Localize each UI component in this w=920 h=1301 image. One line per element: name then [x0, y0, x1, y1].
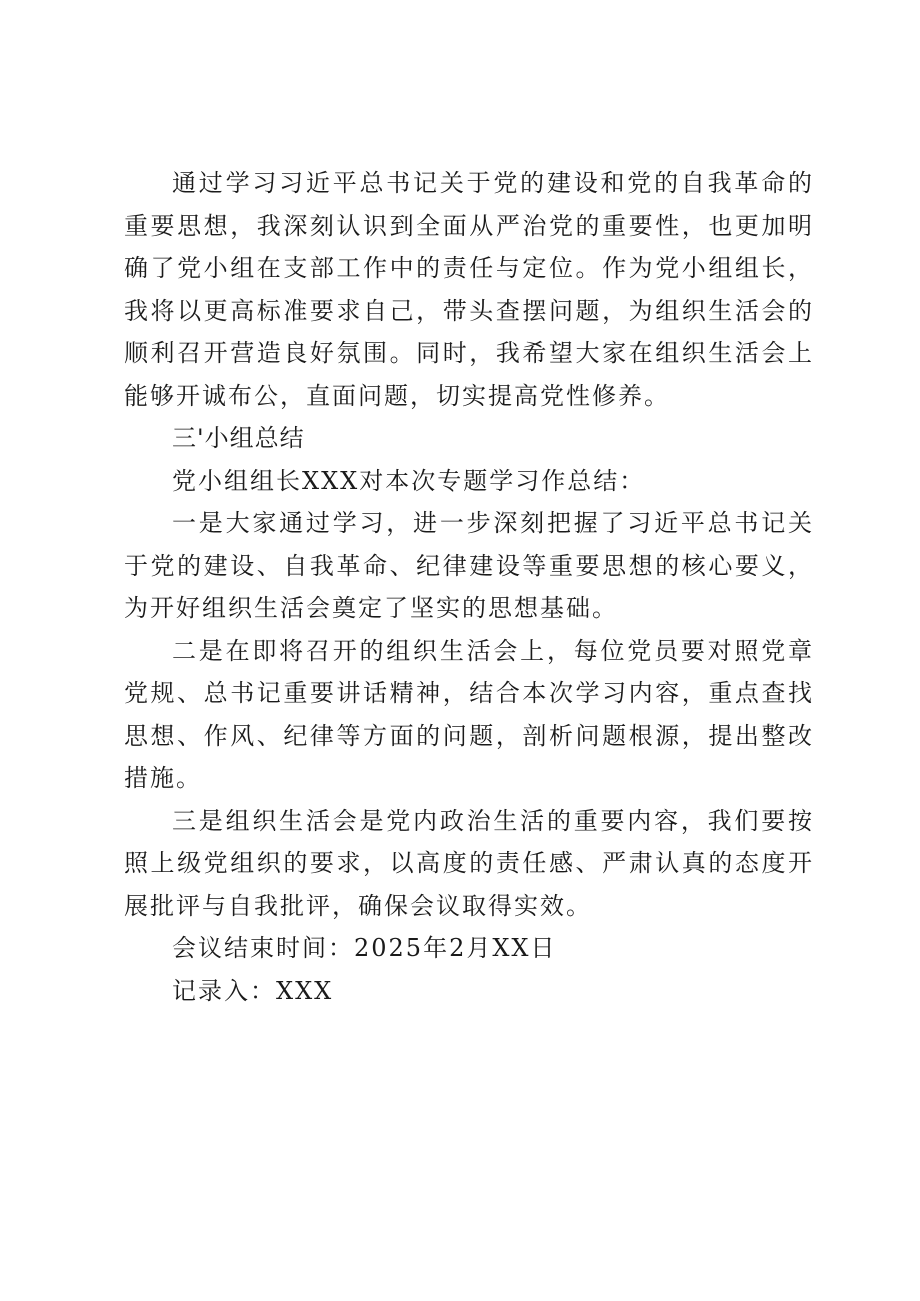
recorder-line: 记录入：XXX [172, 976, 334, 1005]
section-heading: 三'小组总结 [172, 424, 305, 452]
summary-point-3: 三是组织生活会是党内政治生活的重要内容，我们要按照上级党组织的要求，以高度的责任感、严肃认真的态度开展批评与自我批评，确保会议取得实效。 [124, 806, 814, 920]
summary-point-2: 二是在即将召开的组织生活会上，每位党员要对照党章党规、总书记重要讲话精神，结合本次学习内容，重点查找思想、作风、纪律等方面的问题，剖析问题根源，提出整改措施。 [124, 636, 814, 792]
summary-intro: 党小组组长XXX对本次专题学习作总结： [172, 466, 646, 495]
reflection-paragraph: 通过学习习近平总书记关于党的建设和党的自我革命的重要思想，我深刻认识到全面从严治党的重要性，也更加明确了党小组在支部工作中的责任与定位。作为党小组组长，我将以更高标准要求自己，带头查摆问题，为组织生活会的顺利召开营造良好氛围。同时，我希望大家在组织生活会上能够开诚布公，直面问题，切实提高党性修养。 [124, 169, 814, 410]
meeting-end-time: 会议结束时间：2025年2月XX日 [172, 934, 557, 962]
document-body [124, 162, 814, 1012]
summary-point-1: 一是大家通过学习，进一步深刻把握了习近平总书记关于党的建设、自我革命、纪律建设等重要思想的核心要义，为开好组织生活会奠定了坚实的思想基础。 [124, 509, 814, 622]
